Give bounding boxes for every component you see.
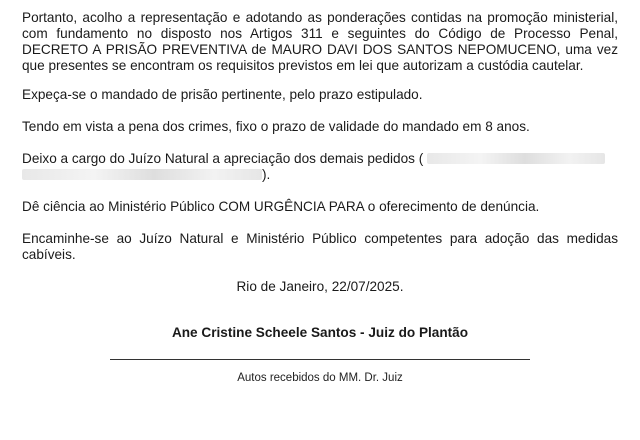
redacted-block xyxy=(427,153,605,164)
redacted-block xyxy=(22,169,262,180)
date-line: Rio de Janeiro, 22/07/2025. xyxy=(236,279,404,294)
paragraph-forwarding: Encaminhe-se ao Juízo Natural e Ministério Público competentes para adoção das medidas cabíveis. xyxy=(22,231,618,262)
paragraph-prosecution-notice: Dê ciência ao Ministério Público COM URGÊNCIA PARA o oferecimento de denúncia. xyxy=(22,199,540,214)
received-note: Autos recebidos do MM. Dr. Juiz xyxy=(237,372,403,384)
signature: Ane Cristine Scheele Santos - Juiz do Plantão xyxy=(171,325,469,340)
paragraph-other-requests xyxy=(22,151,618,183)
paragraph-other-requests-suffix: ). xyxy=(262,167,271,182)
paragraph-decision: Portanto, acolho a representação e adotando as ponderações contidas na promoção ministerial, com fundamento no disposto nos Artigos 311 e seguintes do Código de Processo Penal, DECRETO A PRISÃO PREVENTIVA de MAURO DAVI DOS SANTOS NEPOMUCENO, uma vez que presentes se encontram os requisitos previstos em lei que autorizam a custódia cautelar. xyxy=(22,10,618,73)
paragraph-warrant: Expeça-se o mandado de prisão pertinente, pelo prazo estipulado. xyxy=(22,87,423,102)
signature-line xyxy=(110,359,530,360)
paragraph-other-requests-prefix: Deixo a cargo do Juízo Natural a apreciação dos demais pedidos ( xyxy=(22,151,424,166)
paragraph-validity: Tendo em vista a pena dos crimes, fixo o prazo de validade do mandado em 8 anos. xyxy=(22,119,530,134)
